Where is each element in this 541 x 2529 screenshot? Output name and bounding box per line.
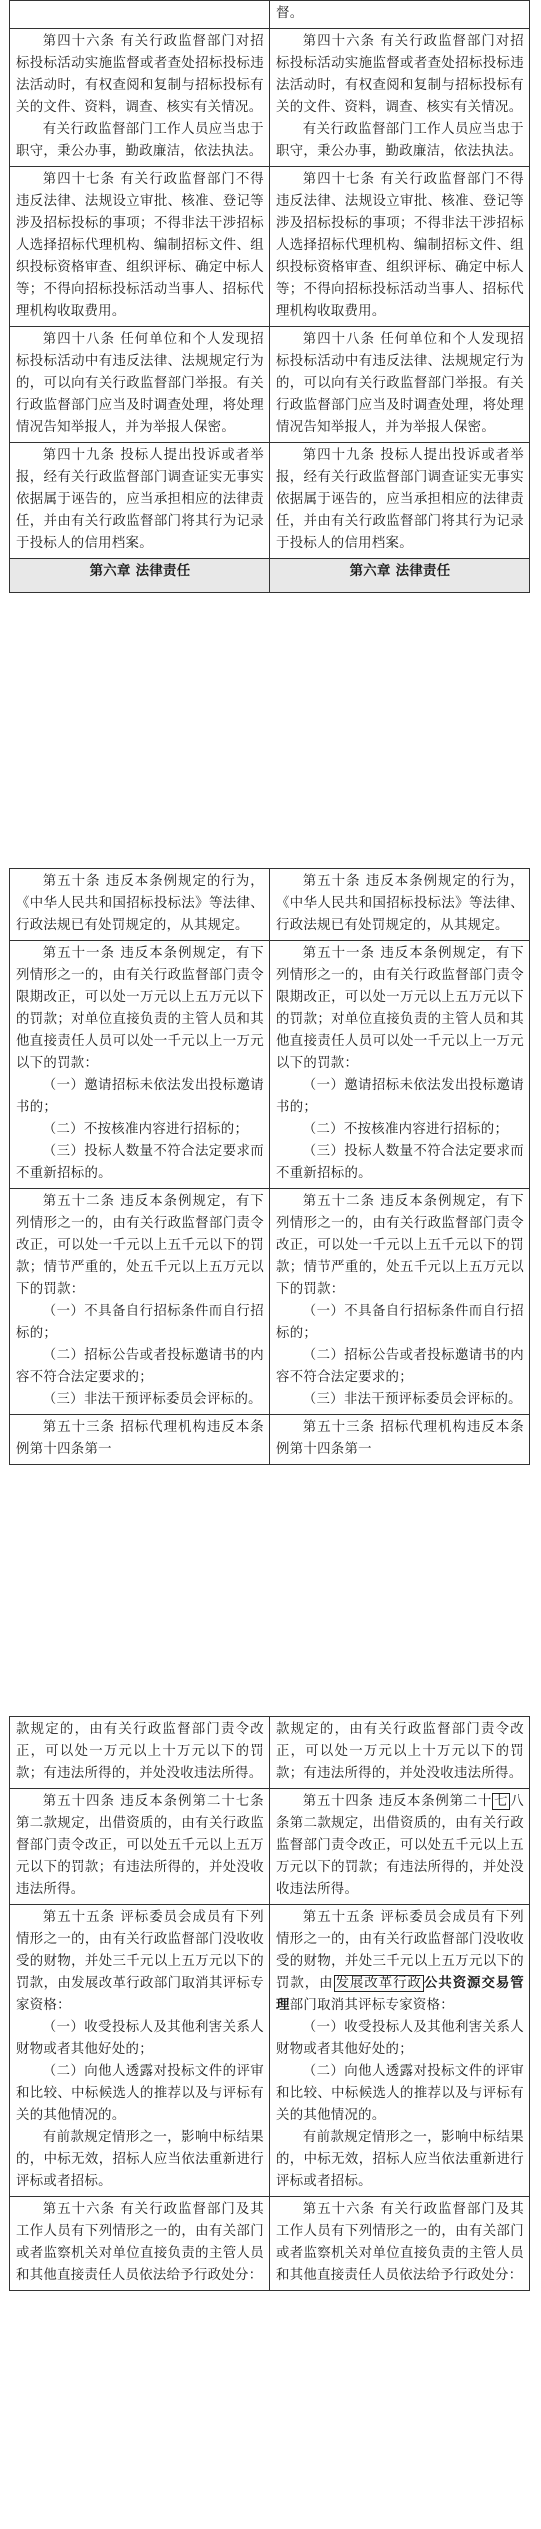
article-text: 第五十四条 违反本条例第二十七条第二款规定，出借资质的，由有关行政监督部门责令改正，可以处五千元以上五万元以下的罚款；有违法所得的，并处没收违法所得。 [16, 1794, 264, 1897]
article-text: 第五十一条 违反本条例规定，有下列情形之一的，由有关行政监督部门责令限期改正，可以处一万元以上五万元以下的罚款；对单位直接负责的主管人员和其他直接责任人员可以处一千元以上一万元以下的罚款： [276, 946, 524, 1071]
right-cell [270, 1789, 530, 1905]
article-item: （一）不具备自行招标条件而自行招标的； [276, 1304, 524, 1341]
table-row [10, 443, 530, 559]
article-item: （三）非法干预评标委员会评标的。 [302, 1392, 522, 1407]
article-text: 第四十八条 任何单位和个人发现招标投标活动中有违反法律、法规规定行为的，可以向有关行政监督部门举报。有关行政监督部门应当及时调查处理，将处理情况告知举报人，并为举报人保密。 [16, 332, 264, 435]
inserted-text: 公共资源交易管理 [276, 1976, 524, 2013]
article-item: （二）向他人透露对投标文件的评审和比较、中标候选人的推荐以及与评标有关的其他情况的。 [276, 2064, 524, 2123]
right-cell [270, 29, 530, 167]
left-cell [10, 869, 270, 941]
right-cell [270, 443, 530, 559]
article-item: （三）投标人数量不符合法定要求而不重新招标的。 [16, 1144, 264, 1181]
table-row [10, 327, 530, 443]
right-cell [270, 1905, 530, 2197]
article-item: （二）招标公告或者投标邀请书的内容不符合法定要求的； [16, 1348, 264, 1385]
right-cell-fragment: 督。 [270, 1, 530, 29]
comparison-table-1 [9, 0, 530, 593]
right-cell [270, 869, 530, 941]
left-cell [10, 443, 270, 559]
article-text: 第四十七条 有关行政监督部门不得违反法律、法规设立审批、核准、登记等涉及招标投标的事项；不得非法干涉招标人选择招标代理机构、编制招标文件、组织投标资格审查、组织评标、确定中标人等；不得向招标投标活动当事人、招标代理机构收取费用。 [276, 172, 524, 319]
deleted-text-box: 发展改革行政 [335, 1976, 422, 1991]
article-text: 款规定的，由有关行政监督部门责令改正，可以处一万元以上十万元以下的罚款；有违法所得的，并处没收违法所得。 [16, 1722, 264, 1781]
deleted-text-box: 七 [494, 1794, 509, 1809]
article-item: （三）非法干预评标委员会评标的。 [42, 1392, 262, 1407]
table-row [10, 1189, 530, 1415]
left-cell [10, 941, 270, 1189]
article-text: 第五十六条 有关行政监督部门及其工作人员有下列情形之一的，由有关部门或者监察机关对单位直接负责的主管人员和其他直接责任人员依法给予行政处分： [276, 2202, 524, 2283]
article-text: 第五十条 违反本条例规定的行为，《中华人民共和国招标投标法》等法律、行政法规已有处罚规定的，从其规定。 [276, 874, 524, 933]
left-cell [10, 1415, 270, 1465]
right-cell [270, 2197, 530, 2291]
left-cell-blank [10, 1, 270, 29]
article-text: 第四十九条 投标人提出投诉或者举报，经有关行政监督部门调查证实无事实依据属于诬告的，应当承担相应的法律责任，并由有关行政监督部门将其行为记录于投标人的信用档案。 [276, 448, 524, 551]
chapter-heading-left: 第六章 法律责任 [10, 559, 270, 593]
article-item: （一）不具备自行招标条件而自行招标的； [16, 1304, 264, 1341]
article-text: 第五十一条 违反本条例规定，有下列情形之一的，由有关行政监督部门责令限期改正，可以处一万元以上五万元以下的罚款；对单位直接负责的主管人员和其他直接责任人员可以处一千元以上一万元以下的罚款： [16, 946, 264, 1071]
article-text: 款规定的，由有关行政监督部门责令改正，可以处一万元以上十万元以下的罚款；有违法所得的，并处没收违法所得。 [276, 1722, 524, 1781]
article-item: 有前款规定情形之一，影响中标结果的，中标无效，招标人应当依法重新进行评标或者招标。 [16, 2130, 264, 2189]
article-text: 有关行政监督部门工作人员应当忠于职守，秉公办事，勤政廉洁，依法执法。 [276, 122, 524, 159]
article-item: （三）投标人数量不符合法定要求而不重新招标的。 [276, 1144, 524, 1181]
table-row [10, 1415, 530, 1465]
right-cell [270, 167, 530, 327]
table-row [10, 1717, 530, 1789]
article-text: 第五十六条 有关行政监督部门及其工作人员有下列情形之一的，由有关部门或者监察机关对单位直接负责的主管人员和其他直接责任人员依法给予行政处分： [16, 2202, 264, 2283]
left-cell [10, 1789, 270, 1905]
article-text: 第五十二条 违反本条例规定，有下列情形之一的，由有关行政监督部门责令改正，可以处一千元以上五千元以下的罚款；情节严重的，处五千元以上五万元以下的罚款： [276, 1194, 524, 1297]
article-text: 有关行政监督部门工作人员应当忠于职守，秉公办事，勤政廉洁，依法执法。 [16, 122, 264, 159]
comparison-block-3 [9, 1716, 530, 2291]
left-cell [10, 167, 270, 327]
table-row [10, 167, 530, 327]
right-cell [270, 327, 530, 443]
left-cell [10, 1717, 270, 1789]
right-cell [270, 1189, 530, 1415]
article-text: 第五十二条 违反本条例规定，有下列情形之一的，由有关行政监督部门责令改正，可以处一千元以上五千元以下的罚款；情节严重的，处五千元以上五万元以下的罚款： [16, 1194, 264, 1297]
table-row [10, 2197, 530, 2291]
chapter-row [10, 559, 530, 593]
article-text: 第四十八条 任何单位和个人发现招标投标活动中有违反法律、法规规定行为的，可以向有关行政监督部门举报。有关行政监督部门应当及时调查处理，将处理情况告知举报人，并为举报人保密。 [276, 332, 524, 435]
left-cell [10, 29, 270, 167]
article-item: （二）不按核准内容进行招标的； [42, 1122, 249, 1137]
article-item: （二）不按核准内容进行招标的； [302, 1122, 509, 1137]
left-cell [10, 1189, 270, 1415]
table-row [10, 941, 530, 1189]
right-cell [270, 1717, 530, 1789]
right-cell [270, 1415, 530, 1465]
article-item: （二）向他人透露对投标文件的评审和比较、中标候选人的推荐以及与评标有关的其他情况的。 [16, 2064, 264, 2123]
article-item: （一）邀请招标未依法发出投标邀请书的； [16, 1078, 264, 1115]
article-text: 第四十六条 有关行政监督部门对招标投标活动实施监督或者查处招标投标违法活动时，有权查阅和复制与招标投标有关的文件、资料，调查、核实有关情况。 [16, 34, 264, 115]
article-text: 第五十三条 招标代理机构违反本条例第十四条第一 [16, 1420, 264, 1457]
left-cell [10, 1905, 270, 2197]
comparison-block-1 [9, 0, 530, 593]
article-text: 第五十三条 招标代理机构违反本条例第十四条第一 [276, 1420, 524, 1457]
article-item: （一）收受投标人及其他利害关系人财物或者其他好处的； [276, 2020, 524, 2057]
article-text: 第四十九条 投标人提出投诉或者举报，经有关行政监督部门调查证实无事实依据属于诬告的，应当承担相应的法律责任，并由有关行政监督部门将其行为记录于投标人的信用档案。 [16, 448, 264, 551]
comparison-table-2 [9, 868, 530, 1465]
article-text-amended: 第五十四条 违反本条例第二十 七 八条第二款规定，出借资质的，由有关行政监督部门责令改正，可以处五千元以上五万元以下的罚款；有违法所得的，并处没收违法所得。 [276, 1794, 524, 1897]
article-item: 有前款规定情形之一，影响中标结果的，中标无效，招标人应当依法重新进行评标或者招标。 [276, 2130, 524, 2189]
article-item: （一）邀请招标未依法发出投标邀请书的； [276, 1078, 524, 1115]
left-cell [10, 327, 270, 443]
table-row [10, 29, 530, 167]
comparison-table-3 [9, 1716, 530, 2291]
right-cell [270, 941, 530, 1189]
table-row [10, 869, 530, 941]
article-text: 第五十条 违反本条例规定的行为，《中华人民共和国招标投标法》等法律、行政法规已有处罚规定的，从其规定。 [16, 874, 264, 933]
table-row [10, 1789, 530, 1905]
article-text: 第五十五条 评标委员会成员有下列情形之一的，由有关行政监督部门没收收受的财物，并处三千元以上五万元以下的罚款，由发展改革行政部门取消其评标专家资格： [16, 1910, 264, 2013]
left-cell [10, 2197, 270, 2291]
table-row [10, 1, 530, 29]
chapter-heading-right: 第六章 法律责任 [270, 559, 530, 593]
table-row [10, 1905, 530, 2197]
article-text: 第四十六条 有关行政监督部门对招标投标活动实施监督或者查处招标投标违法活动时，有权查阅和复制与招标投标有关的文件、资料，调查、核实有关情况。 [276, 34, 524, 115]
article-text-amended: 第五十五条 评标委员会成员有下列情形之一的，由有关行政监督部门没收收受的财物，并处三千元以上五万元以下的罚款，由 发展改革行政 公共资源交易管理部门取消其评标专家资格： [276, 1910, 524, 2013]
comparison-block-2 [9, 868, 530, 1465]
article-item: （二）招标公告或者投标邀请书的内容不符合法定要求的； [276, 1348, 524, 1385]
article-text: 第四十七条 有关行政监督部门不得违反法律、法规设立审批、核准、登记等涉及招标投标的事项；不得非法干涉招标人选择招标代理机构、编制招标文件、组织投标资格审查、组织评标、确定中标人等；不得向招标投标活动当事人、招标代理机构收取费用。 [16, 172, 264, 319]
article-item: （一）收受投标人及其他利害关系人财物或者其他好处的； [16, 2020, 264, 2057]
